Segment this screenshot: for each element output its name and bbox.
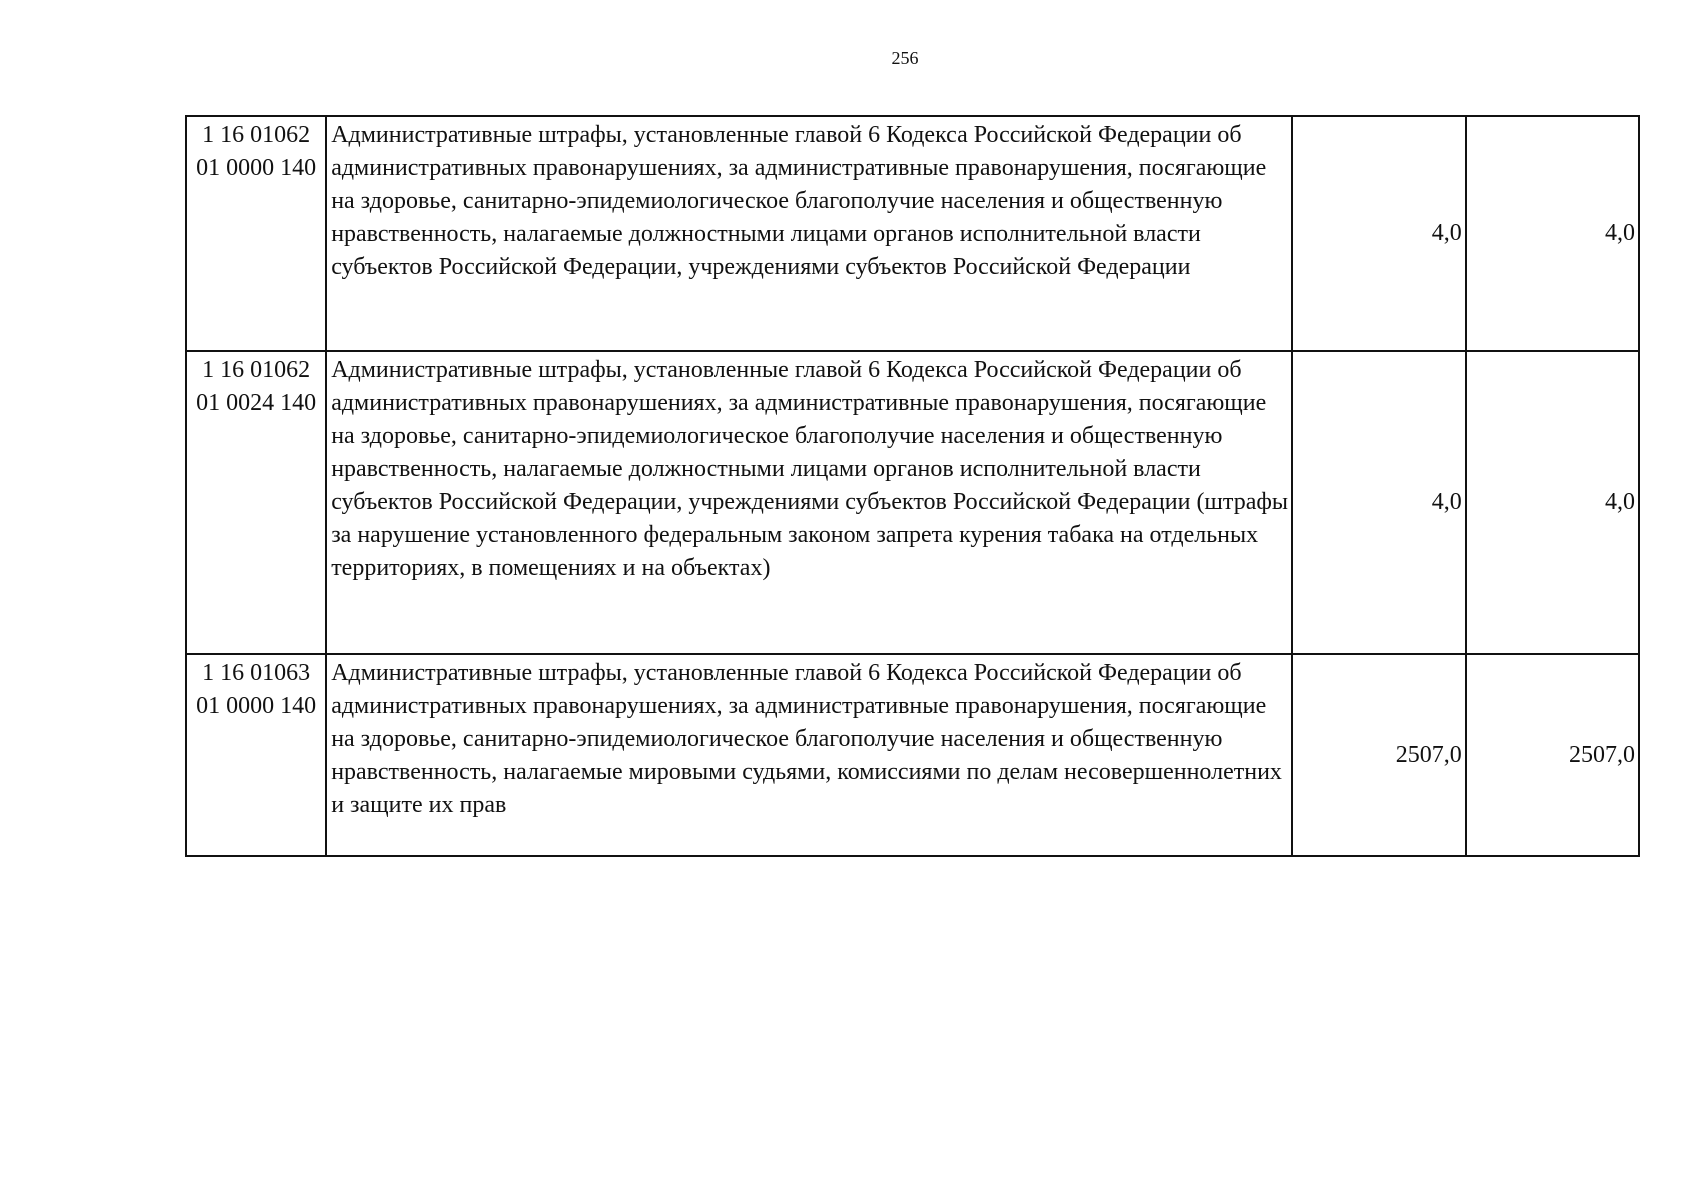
- table-row: [186, 116, 1639, 351]
- value-cell: 2507,0: [1292, 654, 1466, 856]
- budget-code-cell: [186, 116, 326, 351]
- value-cell: 4,0: [1292, 116, 1466, 351]
- budget-code-cell: [186, 351, 326, 654]
- value-cell: 4,0: [1292, 351, 1466, 654]
- value-cell: 2507,0: [1466, 654, 1639, 856]
- budget-code-line: 01 0024 140: [196, 390, 317, 416]
- budget-code-cell: [186, 654, 326, 856]
- budget-code-line: 1 16 01062: [202, 122, 311, 148]
- budget-code-line: 1 16 01063: [202, 660, 311, 686]
- description-cell: Административные штрафы, установленные главой 6 Кодекса Российской Федерации об административных правонарушениях, за административные правонарушения, посягающие на здоровье, санитарно-эпидемиологическое благополучие населения и общественную нравственность, налагаемые должностными лицами органов исполнительной власти субъектов Российской Федерации, учреждениями субъектов Российской Федерации: [326, 116, 1291, 351]
- table-row: [186, 351, 1639, 654]
- value-cell: 4,0: [1466, 116, 1639, 351]
- table-row: [186, 654, 1639, 856]
- page-number: 256: [891, 48, 919, 68]
- budget-code-line: 01 0000 140: [196, 693, 317, 719]
- budget-code-line: 01 0000 140: [196, 155, 317, 181]
- description-cell: Административные штрафы, установленные главой 6 Кодекса Российской Федерации об административных правонарушениях, за административные правонарушения, посягающие на здоровье, санитарно-эпидемиологическое благополучие населения и общественную нравственность, налагаемые должностными лицами органов исполнительной власти субъектов Российской Федерации, учреждениями субъектов Российской Федерации (штрафы за нарушение установленного федеральным законом запрета курения табака на отдельных территориях, в помещениях и на объектах): [326, 351, 1291, 654]
- description-cell: Административные штрафы, установленные главой 6 Кодекса Российской Федерации об административных правонарушениях, за административные правонарушения, посягающие на здоровье, санитарно-эпидемиологическое благополучие населения и общественную нравственность, налагаемые мировыми судьями, комиссиями по делам несовершеннолетних и защите их прав: [326, 654, 1291, 856]
- value-cell: 4,0: [1466, 351, 1639, 654]
- budget-code-line: 1 16 01062: [202, 357, 311, 383]
- budget-table: [185, 115, 1640, 857]
